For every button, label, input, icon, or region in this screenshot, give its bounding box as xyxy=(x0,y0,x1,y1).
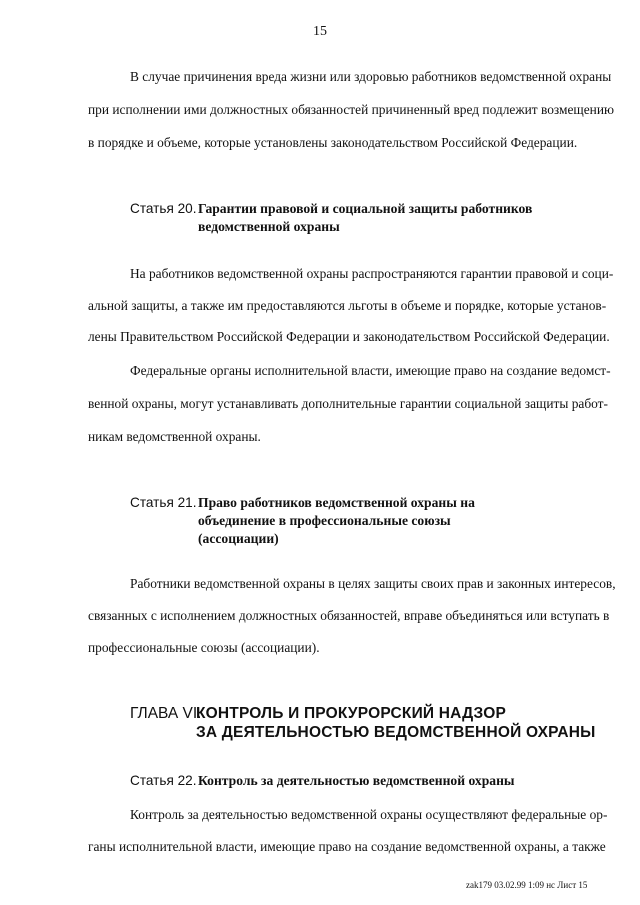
chapter-6-label: ГЛАВА VI. xyxy=(130,705,202,722)
page-footer: zak179 03.02.99 1:09 нс Лист 15 xyxy=(466,880,588,890)
article-20-label: Статья 20. xyxy=(130,201,197,216)
article-21-label: Статья 21. xyxy=(130,495,197,510)
paragraph-harm-line-3: в порядке и объеме, которые установлены законодательством Российской Федерации. xyxy=(88,135,578,150)
paragraph-harm-line-2: при исполнении ими должностных обязанностей причиненный вред подлежит возмещению xyxy=(88,102,614,117)
article-21-title-line-3: (ассоциации) xyxy=(198,531,279,546)
article-20-para-2-line-1: Федеральные органы исполнительной власти, имеющие право на создание ведомст- xyxy=(130,363,611,378)
article-20-title-line-1: Гарантии правовой и социальной защиты работников xyxy=(198,201,533,216)
article-21-para-1-line-2: связанных с исполнением должностных обязанностей, вправе объединяться или вступать в xyxy=(88,608,610,623)
page-number: 15 xyxy=(313,24,327,39)
article-20-para-2-line-3: никам ведомственной охраны. xyxy=(88,429,261,444)
article-20-title-line-2: ведомственной охраны xyxy=(198,219,340,234)
article-22-para-1-line-1: Контроль за деятельностью ведомственной охраны осуществляют федеральные ор- xyxy=(130,807,608,822)
article-21-title-line-2: объединение в профессиональные союзы xyxy=(198,513,451,528)
article-22-title: Контроль за деятельностью ведомственной охраны xyxy=(198,773,515,788)
article-20-para-1-line-1: На работников ведомственной охраны распространяются гарантии правовой и соци- xyxy=(130,266,614,281)
article-22-label: Статья 22. xyxy=(130,773,197,788)
article-21-para-1-line-1: Работники ведомственной охраны в целях защиты своих прав и законных интересов, xyxy=(130,576,616,591)
chapter-6-title-line-2: ЗА ДЕЯТЕЛЬНОСТЬЮ ВЕДОМСТВЕННОЙ ОХРАНЫ xyxy=(196,724,596,741)
article-21-title-line-1: Право работников ведомственной охраны на xyxy=(198,495,475,510)
article-20-para-1-line-3: лены Правительством Российской Федерации и законодательством Российской Федерации. xyxy=(88,329,610,344)
article-21-para-1-line-3: профессиональные союзы (ассоциации). xyxy=(88,640,320,655)
article-20-para-2-line-2: венной охраны, могут устанавливать дополнительные гарантии социальной защиты работ- xyxy=(88,396,608,411)
article-22-para-1-line-2: ганы исполнительной власти, имеющие право на создание ведомственной охраны, а также xyxy=(88,839,606,854)
paragraph-harm-line-1: В случае причинения вреда жизни или здоровью работников ведомственной охраны xyxy=(130,69,612,84)
article-20-para-1-line-2: альной защиты, а также им предоставляются льготы в объеме и порядке, которые установ- xyxy=(88,298,607,313)
chapter-6-title-line-1: КОНТРОЛЬ И ПРОКУРОРСКИЙ НАДЗОР xyxy=(196,705,507,722)
